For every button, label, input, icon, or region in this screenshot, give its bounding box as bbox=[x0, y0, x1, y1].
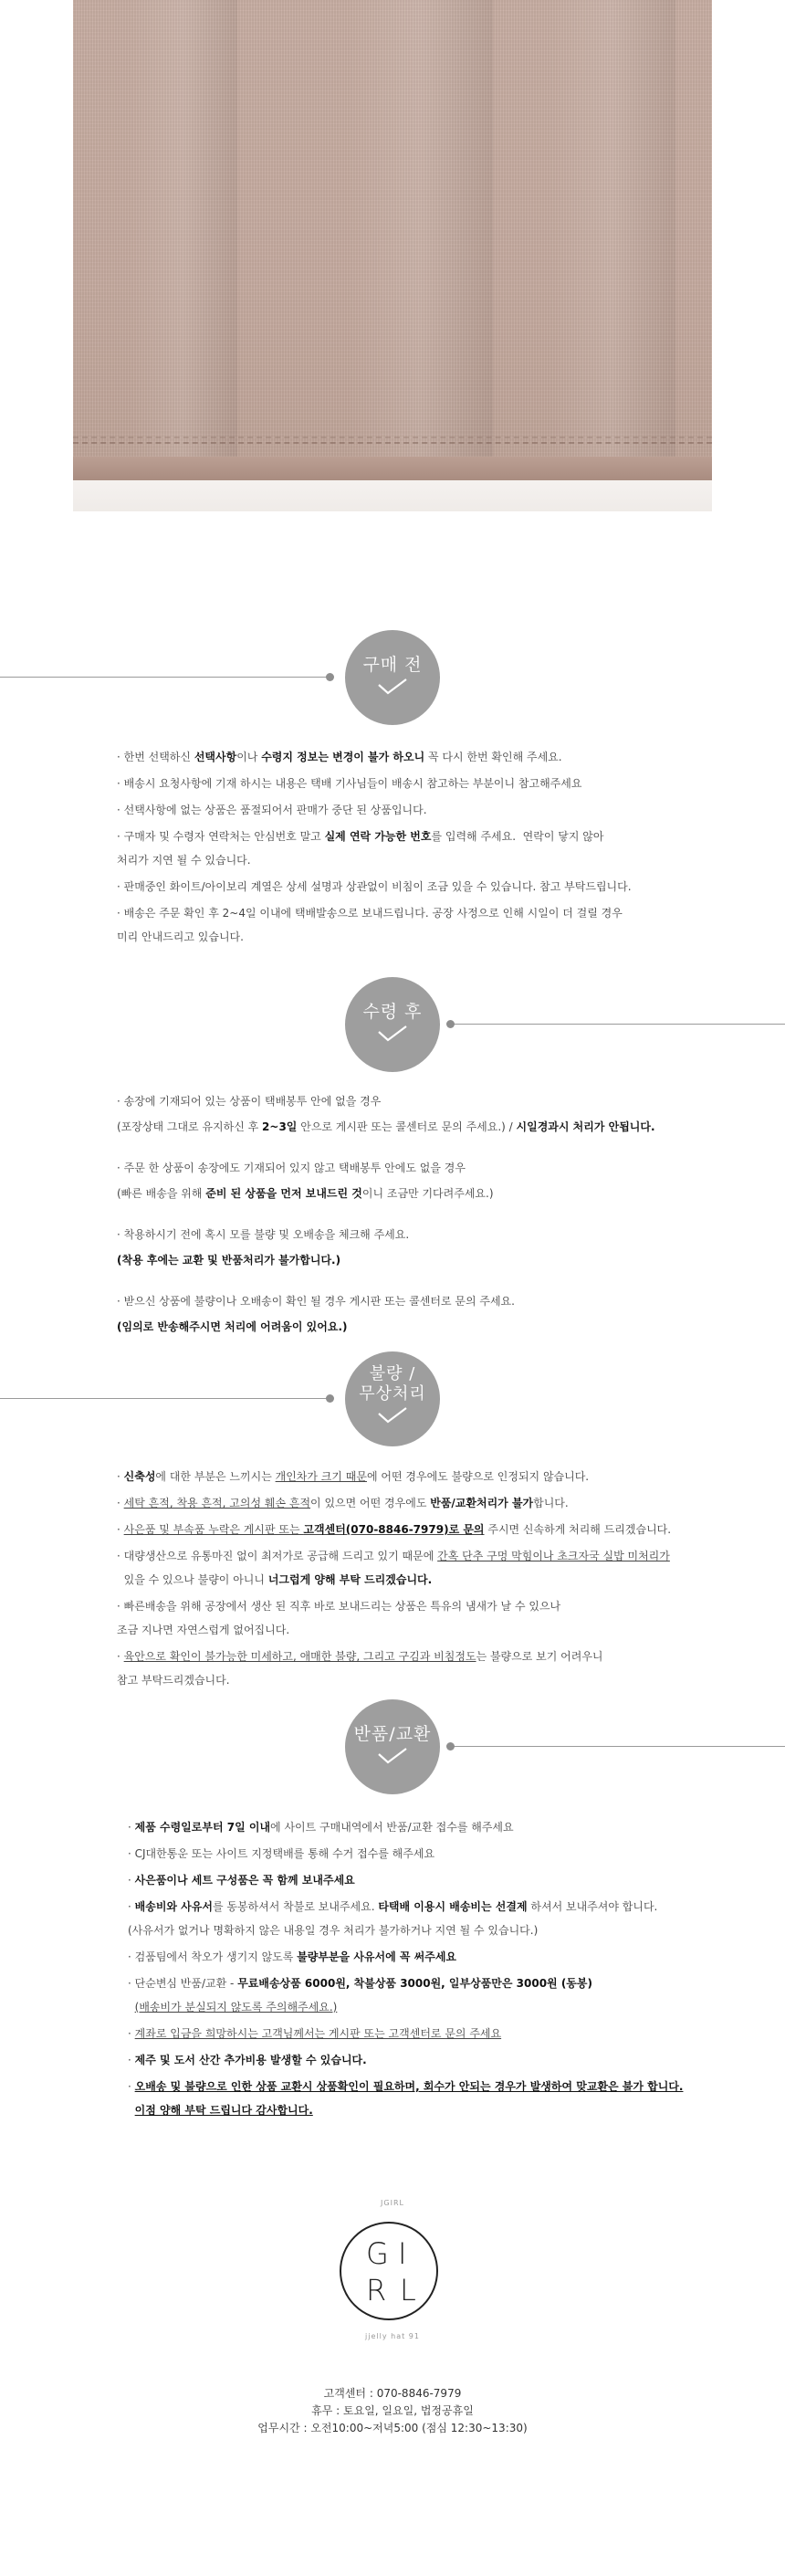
section-before-purchase-badge bbox=[345, 630, 440, 725]
list-item: · 받으신 상품에 불량이나 오배송이 확인 될 경우 게시판 또는 콜센터로 문의 주세요. bbox=[117, 1295, 515, 1308]
list-item: (사유서가 없거나 명확하지 않은 내용일 경우 처리가 불가하거나 지연 될 수 있습니다.) bbox=[128, 1924, 539, 1937]
list-item: 있을 수 있으나 불량이 아니니 너그럽게 양해 부탁 드리겠습니다. bbox=[117, 1573, 433, 1586]
list-item: (포장상태 그대로 유지하신 후 2~3일 안으로 게시판 또는 콜센터로 문의 주세요.) / 시일경과시 처리가 안됩니다. bbox=[117, 1120, 655, 1133]
list-item: (배송비가 분실되지 않도록 주의해주세요.) bbox=[134, 2001, 338, 2013]
list-item: · 사은품 및 부속품 누락은 게시판 또는 고객센터(070-8846-7979)로 문의 주시면 신속하게 처리해 드리겠습니다. bbox=[117, 1523, 672, 1536]
brand-logo: G I R L bbox=[340, 2222, 438, 2320]
list-item: 조금 지나면 자연스럽게 없어집니다. bbox=[117, 1624, 290, 1636]
customer-center-info bbox=[0, 2385, 785, 2437]
list-item: · 배송비와 사유서를 동봉하셔서 착불로 보내주세요. 타택배 이용시 배송비는 선결제 하셔서 보내주셔야 합니다. bbox=[128, 1900, 658, 1913]
list-item: 처리가 지연 될 수 있습니다. bbox=[117, 854, 251, 867]
footer-phone: 고객센터 : 070-8846-7979 bbox=[323, 2387, 462, 2400]
list-item: · 계좌로 입금을 희망하시는 고객님께서는 게시판 또는 고객센터로 문의 주세요 bbox=[128, 2027, 502, 2040]
list-item: · 단순변심 반품/교환 - 무료배송상품 6000원, 착불상품 3000원, 일부상품만은 3000원 (동봉) bbox=[128, 1977, 592, 1990]
check-icon bbox=[377, 1025, 408, 1043]
section-title: 반품/교환 bbox=[353, 1724, 432, 1744]
list-item: · CJ대한통운 또는 사이트 지정택배를 통해 수거 접수를 해주세요 bbox=[128, 1847, 435, 1860]
section-title-line2: 무상처리 bbox=[359, 1384, 426, 1404]
list-item: 참고 부탁드리겠습니다. bbox=[117, 1674, 230, 1687]
list-item: · 송장에 기재되어 있는 상품이 택배봉투 안에 없을 경우 bbox=[117, 1095, 382, 1108]
list-item: · 주문 한 상품이 송장에도 기재되어 있지 않고 택배봉투 안에도 없을 경우 bbox=[117, 1162, 466, 1174]
list-item: · 제주 및 도서 산간 추가비용 발생할 수 있습니다. bbox=[128, 2054, 367, 2066]
list-item: · 제품 수령일로부터 7일 이내에 사이트 구매내역에서 반품/교환 접수를 해주세요 bbox=[128, 1821, 514, 1834]
list-item: · 신축성에 대한 부분은 느끼시는 개인차가 크기 때문에 어떤 경우에도 불량으로 인정되지 않습니다. bbox=[117, 1470, 590, 1483]
list-item: · 한번 선택하신 선택사항이나 수령지 정보는 변경이 불가 하오니 꼭 다시 한번 확인해 주세요. bbox=[117, 751, 562, 763]
list-item: · 구매자 및 수령자 연락처는 안심번호 말고 실제 연락 가능한 번호를 입력해 주세요. 연락이 닿지 않아 bbox=[117, 830, 604, 843]
section-title-line1: 불량 / bbox=[369, 1364, 416, 1383]
list-item: · 대량생산으로 유통마진 없이 최저가로 공급해 드리고 있기 때문에 간혹 단추 구멍 막힘이나 초크자국 실밥 미처리가 bbox=[117, 1550, 670, 1562]
list-item: · 오배송 및 불량으로 인한 상품 교환시 상품확인이 필요하며, 회수가 안되는 경우가 발생하여 맞교환은 불가 합니다. bbox=[128, 2080, 684, 2093]
check-icon bbox=[377, 1747, 408, 1765]
list-item: (착용 후에는 교환 및 반품처리가 불가합니다.) bbox=[117, 1254, 341, 1267]
list-item: · 배송시 요청사항에 기재 하시는 내용은 택배 기사님들이 배송시 참고하는 부분이니 참고해주세요 bbox=[117, 777, 582, 790]
list-item: · 검품팀에서 착오가 생기지 않도록 불량부분을 사유서에 꼭 써주세요 bbox=[128, 1950, 457, 1963]
list-item: · 판매중인 화이트/아이보리 계열은 상세 설명과 상관없이 비침이 조금 있을 수 있습니다. 참고 부탁드립니다. bbox=[117, 880, 632, 893]
list-item: · 배송은 주문 확인 후 2~4일 이내에 택배발송으로 보내드립니다. 공장 사정으로 인해 시일이 더 걸릴 경우 bbox=[117, 907, 623, 920]
footer-hours: 업무시간 : 오전10:00~저녁5:00 (점심 12:30~13:30) bbox=[257, 2422, 528, 2434]
check-icon bbox=[377, 678, 408, 696]
list-item: · 빠른배송을 위해 공장에서 생산 된 직후 바로 보내드리는 상품은 특유의 냄새가 날 수 있으나 bbox=[117, 1600, 561, 1613]
brand-tagline: jjelly hat 91 bbox=[365, 2332, 420, 2340]
list-item: · 육안으로 확인이 불가능한 미세하고, 애매한 불량, 그리고 구김과 비침정도는 불량으로 보기 어려우니 bbox=[117, 1650, 603, 1663]
list-item: (빠른 배송을 위해 준비 된 상품을 먼저 보내드린 것이니 조금만 기다려주세요.) bbox=[117, 1187, 494, 1200]
list-item: (임의로 반송해주시면 처리에 어려움이 있어요.) bbox=[117, 1320, 348, 1333]
list-item: 이점 양해 부탁 드립니다 감사합니다. bbox=[134, 2104, 313, 2117]
list-item: · 선택사항에 없는 상품은 품절되어서 판매가 중단 된 상품입니다. bbox=[117, 804, 427, 816]
section-title: 수령 후 bbox=[362, 1002, 423, 1022]
list-item: 미리 안내드리고 있습니다. bbox=[117, 931, 244, 943]
footer-holidays: 휴무 : 토요일, 일요일, 법정공휴일 bbox=[311, 2404, 474, 2417]
brand-label: JGIRL bbox=[381, 2199, 404, 2207]
list-item: · 세탁 흔적, 착용 흔적, 고의성 훼손 흔적이 있으면 어떤 경우에도 반품/교환처리가 불가합니다. bbox=[117, 1497, 569, 1509]
check-icon bbox=[377, 1406, 408, 1425]
product-photo bbox=[73, 0, 712, 511]
section-title: 구매 전 bbox=[362, 655, 423, 675]
section-return-exchange-badge bbox=[345, 1699, 440, 1794]
section-defect-badge bbox=[345, 1351, 440, 1446]
section-after-receipt-badge bbox=[345, 977, 440, 1072]
list-item: · 착용하시기 전에 혹시 모를 불량 및 오배송을 체크해 주세요. bbox=[117, 1228, 410, 1241]
list-item: · 사은품이나 세트 구성품은 꼭 함께 보내주세요 bbox=[128, 1874, 355, 1887]
